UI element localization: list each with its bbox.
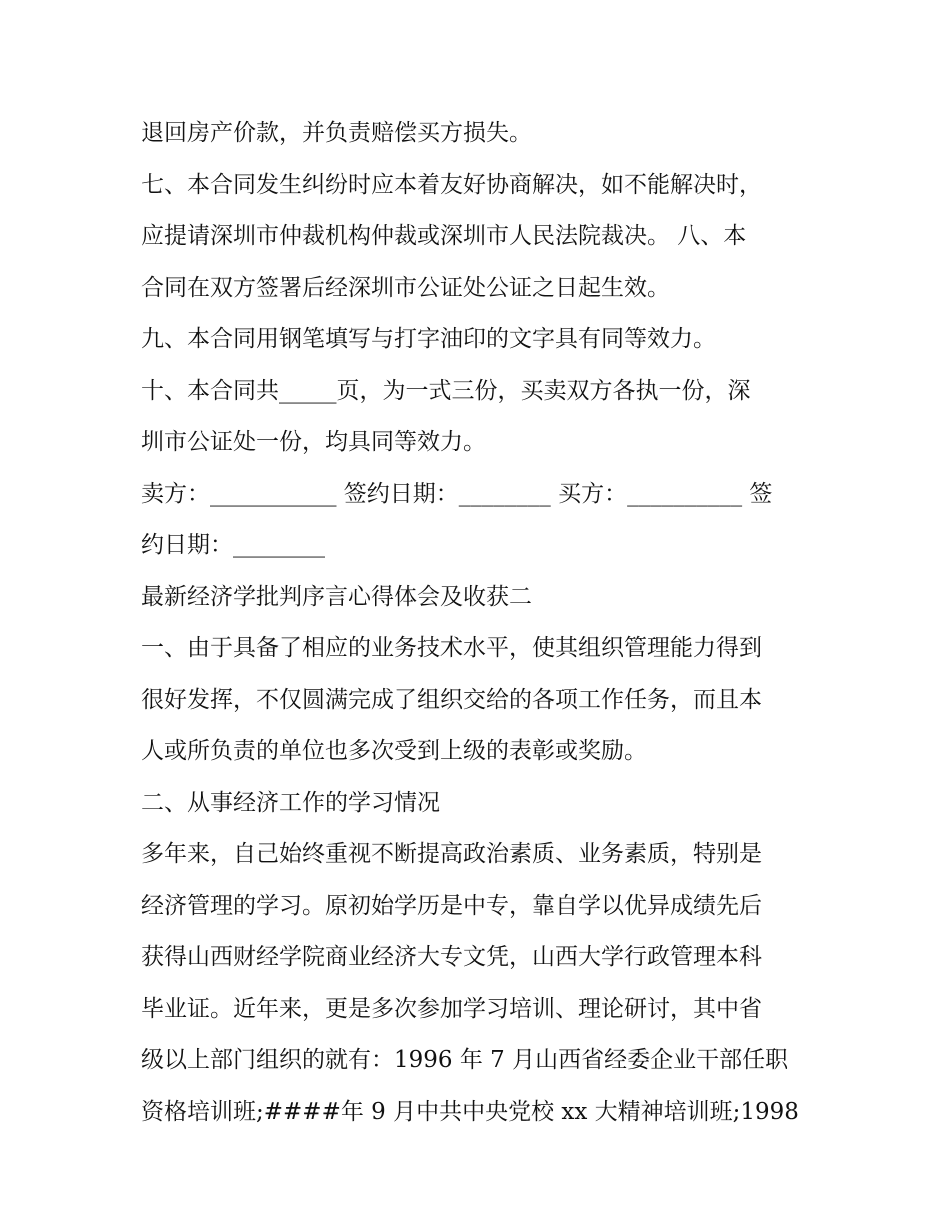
text-line: 人或所负责的单位也多次受到上级的表彰或奖励。 bbox=[141, 738, 647, 764]
signature-line: 卖方：___________ 签约日期：________ 买方：__________ 签 bbox=[141, 480, 773, 507]
text-line: 级以上部门组织的就有：1996 年 7 月山西省经委企业干部任职 bbox=[141, 1047, 789, 1073]
text-line: 获得山西财经学院商业经济大专文凭，山西大学行政管理本科 bbox=[141, 944, 762, 970]
text-line: 多年来，自己始终重视不断提高政治素质、业务素质，特别是 bbox=[141, 841, 762, 867]
subsection-heading: 二、从事经济工作的学习情况 bbox=[141, 789, 440, 816]
text-line: 退回房产价款，并负责赔偿买方损失。 bbox=[141, 120, 532, 146]
text-line: 毕业证。近年来，更是多次参加学习培训、理论研讨，其中省 bbox=[141, 995, 762, 1022]
text-line: 十、本合同共_____页，为一式三份，买卖双方各执一份，深 bbox=[141, 377, 751, 404]
text-line: 资格培训班;####年 9 月中共中央党校 xx 大精神培训班;1998 bbox=[141, 1098, 799, 1125]
text-line: 经济管理的学习。原初始学历是中专，靠自学以优异成绩先后 bbox=[141, 892, 762, 919]
text-line: 应提请深圳市仲裁机构仲裁或深圳市人民法院裁决。 八、本 bbox=[141, 223, 747, 249]
text-line: 九、本合同用钢笔填写与打字油印的文字具有同等效力。 bbox=[141, 326, 716, 352]
text-line: 一、由于具备了相应的业务技术水平，使其组织管理能力得到 bbox=[141, 635, 762, 661]
text-line: 很好发挥，不仅圆满完成了组织交给的各项工作任务，而且本 bbox=[141, 686, 762, 713]
text-line: 七、本合同发生纠纷时应本着友好协商解决，如不能解决时， bbox=[141, 171, 762, 198]
section-title: 最新经济学批判序言心得体会及收获二 bbox=[141, 583, 532, 610]
text-line: 合同在双方签署后经深圳市公证处公证之日起生效。 bbox=[141, 274, 670, 301]
document-body bbox=[141, 108, 821, 1138]
text-line: 圳市公证处一份，均具同等效力。 bbox=[141, 429, 486, 455]
signature-date-line: 约日期：________ bbox=[141, 532, 325, 558]
